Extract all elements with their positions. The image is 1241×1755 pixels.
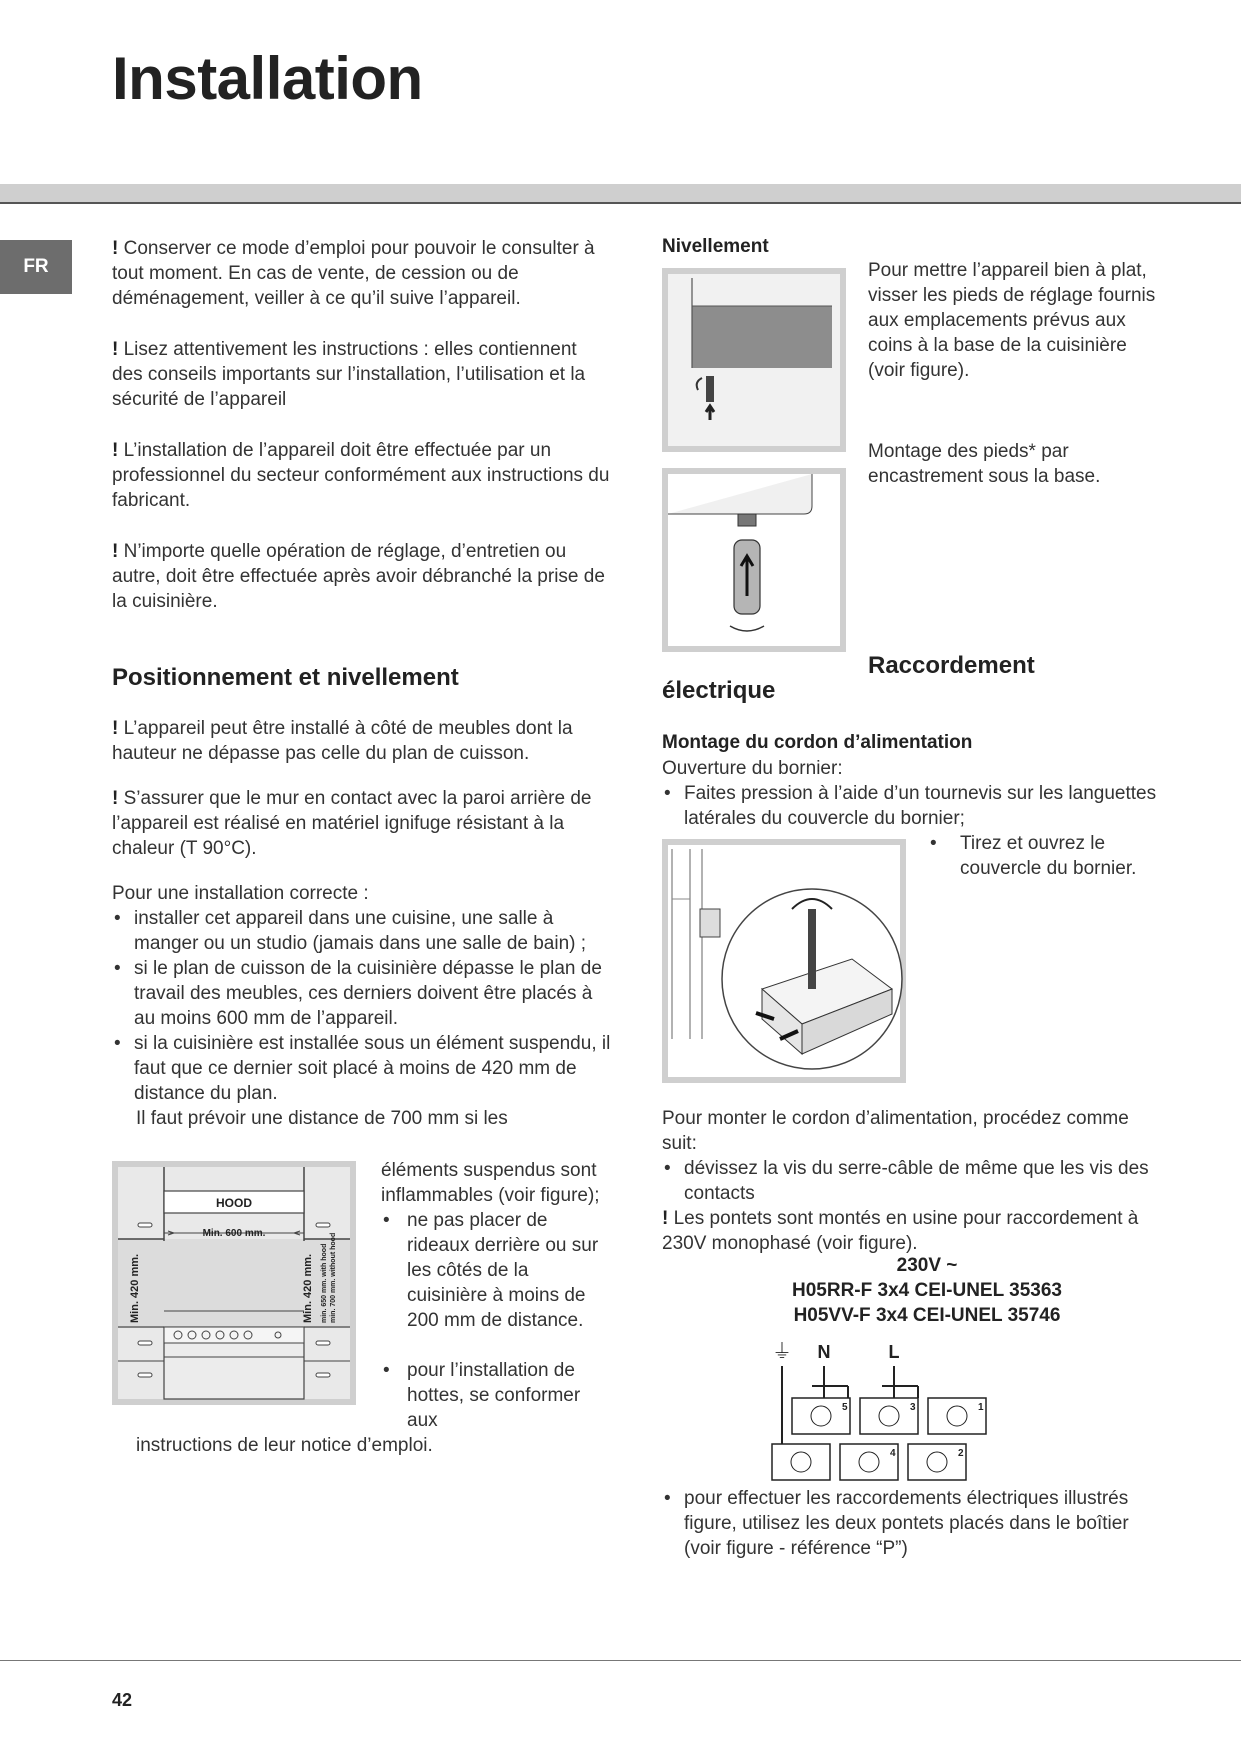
bridge-note: ! Les pontets sont montés en usine pour raccordement à 230V monophasé (voir figure). [662,1208,1139,1254]
leveling-diagram-1 [662,268,846,452]
header-divider [0,202,1241,204]
wiring-diagram [770,1336,990,1486]
hood-bullet-end: instructions de leur notice d’emploi. [136,1435,433,1456]
spec-cable-1: H05RR-F 3x4 CEI-UNEL 35363 [792,1280,1062,1301]
terminal-block-figure [662,839,906,1083]
terminal-2: 2 [958,1448,964,1459]
list-item: • pour l’installation de hottes, se conformer aux [381,1358,611,1433]
mount-intro: Pour monter le cordon d’alimentation, procédez comme suit: [662,1108,1129,1154]
wiring-diagram-svg [770,1336,990,1486]
positioning-section [112,716,612,1131]
intro-section [112,236,612,614]
electrical-heading-1: Raccordement [868,652,1035,679]
positioning-heading: Positionnement et nivellement [112,664,459,691]
continuation-text: Il faut prévoir une distance de 700 mm si les [136,1108,508,1129]
electrical-heading-2: électrique [662,677,776,704]
cord-subheading: Montage du cordon d’alimentation [662,732,973,753]
cable-specs [722,1253,1132,1328]
list-item: • si le plan de cuisson de la cuisinière dépasse le plan de travail des meubles, ces derniers doivent être placés à au moins 600 mm de l’appareil. [112,956,612,1031]
positioning-note: ! S’assurer que le mur en contact avec la paroi arrière de l’appareil est réalisé en matériel ignifuge résistant à la chaleur (T 90°C). [112,788,592,859]
terminal-5: 5 [842,1402,848,1413]
line-label: L [888,1342,900,1362]
list-item: • Tirez et ouvrez le couvercle du bornier. [928,831,1168,881]
leveling-figure-2 [662,468,846,652]
ground-icon: ⏚ [772,1341,792,1363]
list-item: • pour effectuer les raccordements électriques illustrés figure, utilisez les deux pontets placés dans le boîtier (voir figure - référence “P”) [662,1486,1162,1561]
electrical-bullet-2 [928,831,1168,881]
list-item: • si la cuisinière est installée sous un élément suspendu, il faut que ce dernier soit placé à moins de 420 mm de distance du plan. [112,1031,612,1106]
intro-note: ! N’importe quelle opération de réglage, d’entretien ou autre, doit être effectuée après avoir débranché la prise de la cuisinière. [112,541,605,612]
spec-cable-2: H05VV-F 3x4 CEI-UNEL 35746 [793,1305,1061,1326]
page-number: 42 [112,1690,133,1710]
intro-note: ! L’installation de l’appareil doit être effectuée par un professionnel du secteur conformément aux instructions du fabricant. [112,440,610,511]
min-600-label: Min. 600 mm. [202,1228,266,1239]
list-item: • dévissez la vis du serre-câble de même que les vis des contacts [662,1156,1162,1206]
leveling-text-1: Pour mettre l’appareil bien à plat, visser les pieds de réglage fournis aux emplacements prévus aux coins à la base de la cuisinière (voir figure). [868,260,1156,381]
page-title: Installation [112,45,423,112]
side-text: éléments suspendus sont inflammables (voir figure); [381,1160,600,1206]
min-420-left-label: Min. 420 mm. [129,1253,141,1323]
spec-voltage: 230V ~ [896,1255,958,1276]
leveling-heading: Nivellement [662,236,769,257]
terminal-4: 4 [890,1448,896,1459]
electrical-text-block [662,756,1162,831]
hood-side-text [381,1158,611,1433]
positioning-note: ! L’appareil peut être installé à côté de meubles dont la hauteur ne dépasse pas celle du plan de cuisson. [112,718,573,764]
leveling-text-2: Montage des pieds* par encastrement sous la base. [868,441,1101,487]
intro-note: ! Conserver ce mode d’emploi pour pouvoir le consulter à tout moment. En cas de vente, de cession ou de déménagement, veiller à ce qu’il suive l’appareil. [112,238,595,309]
mounting-block [662,1106,1162,1256]
list-item: • installer cet appareil dans une cuisine, une salle à manger ou un studio (jamais dans une salle de bain) ; [112,906,612,956]
terminal-1: 1 [978,1402,984,1413]
hood-clearance-figure [112,1161,356,1405]
list-intro: Pour une installation correcte : [112,883,369,904]
final-bullet [662,1486,1162,1561]
hood-label: HOOD [216,1196,252,1210]
terminal-3: 3 [910,1402,916,1413]
min-420-right-label: Min. 420 mm. [302,1253,314,1323]
intro-note: ! Lisez attentivement les instructions : elles contiennent des conseils importants sur l’installation, l’utilisation et la sécurité de l’appareil [112,339,586,410]
list-item: • ne pas placer de rideaux derrière ou sur les côtés de la cuisinière à moins de 200 mm de distance. [381,1208,611,1333]
hood-diagram [112,1161,356,1405]
hood-note-with: min. 650 mm. with hood [321,1243,328,1323]
language-tab: FR [0,240,72,294]
footer-divider [0,1660,1241,1661]
hood-note-without: min. 700 mm. without hood [330,1232,337,1323]
leveling-diagram-2 [662,468,846,652]
list-item: • Faites pression à l’aide d’un tournevis sur les languettes latérales du couvercle du bornier; [662,781,1162,831]
terminal-block-diagram [662,839,906,1083]
leveling-figure-1 [662,268,846,452]
open-label: Ouverture du bornier: [662,758,843,779]
neutral-label: N [817,1342,831,1362]
header-band [0,184,1241,202]
